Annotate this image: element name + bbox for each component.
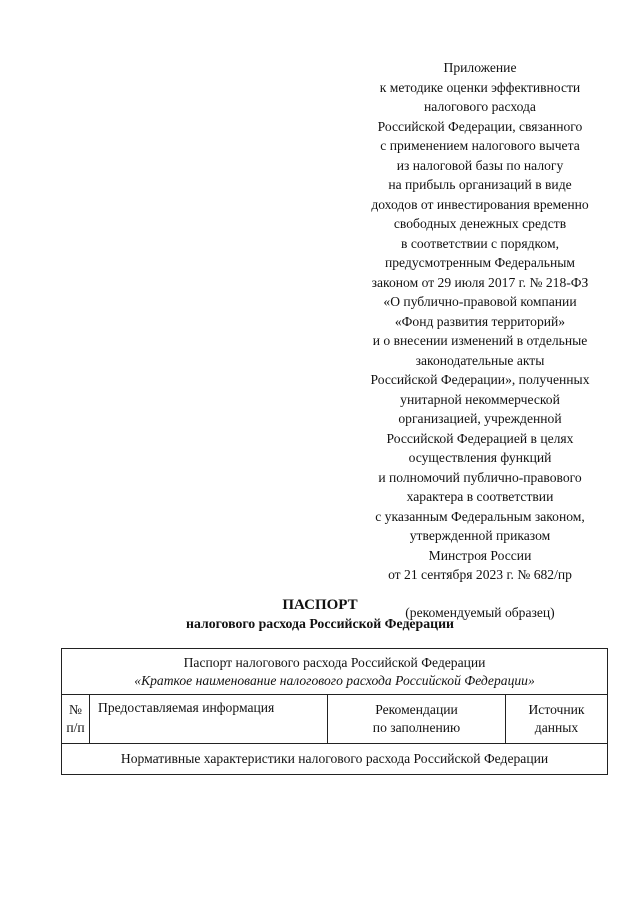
column-recommendations	[328, 695, 506, 744]
appendix-line: от 21 сентября 2023 г. № 682/пр	[388, 567, 572, 582]
passport-header-title: Паспорт налогового расхода Российской Федерации	[183, 654, 486, 670]
column-source	[506, 695, 608, 744]
column-number	[62, 695, 90, 744]
appendix-line: Российской Федерацией в целях	[386, 430, 574, 446]
recommended-sample-note: (рекомендуемый образец)	[405, 604, 555, 620]
table-header-row	[62, 649, 608, 695]
column-source-line1: Источник	[528, 702, 585, 717]
passport-header-short-name: «Краткое наименование налогового расхода Российской Федерации»	[134, 672, 535, 688]
appendix-line: Минстроя России	[428, 547, 532, 563]
appendix-line: налогового расхода	[424, 99, 536, 114]
passport-table	[61, 648, 608, 775]
section-title: Нормативные характеристики налогового расхода Российской Федерации	[120, 751, 549, 766]
column-info	[90, 695, 328, 744]
appendix-line: Приложение	[443, 60, 517, 75]
appendix-line: с применением налогового вычета	[380, 138, 580, 153]
appendix-line: с указанным Федеральным законом,	[375, 508, 585, 524]
appendix-line: «Фонд развития территорий»	[394, 313, 566, 329]
table-columns-row	[62, 695, 608, 744]
appendix-line: утвержденной приказом	[409, 528, 551, 543]
appendix-line: унитарной некоммерческой	[400, 391, 560, 407]
document-subtitle: налогового расхода Российской Федерации	[186, 616, 454, 631]
table-section-row	[62, 744, 608, 775]
appendix-line: на прибыль организаций в виде	[388, 177, 572, 192]
appendix-line: «О публично-правовой компании	[383, 294, 577, 309]
appendix-line: и полномочий публично-правового	[378, 469, 582, 485]
appendix-line: свободных денежных средств	[393, 216, 567, 231]
appendix-line: из налоговой базы по налогу	[396, 157, 564, 173]
appendix-line: к методике оценки эффективности	[379, 79, 581, 95]
appendix-block	[352, 58, 608, 622]
document-title: ПАСПОРТ	[282, 597, 358, 613]
appendix-line: осуществления функций	[408, 450, 552, 465]
section-title-cell	[62, 744, 608, 775]
appendix-line: в соответствии с порядком,	[401, 235, 559, 251]
appendix-line: и о внесении изменений в отдельные	[372, 333, 588, 348]
column-number-line1: №	[69, 702, 82, 717]
appendix-line: характера в соответствии	[406, 489, 554, 504]
appendix-line: законодательные акты	[415, 352, 545, 368]
column-recommendations-line2: по заполнению	[372, 720, 461, 735]
column-number-line2: п/п	[66, 720, 85, 735]
column-source-line2: данных	[534, 720, 579, 735]
column-recommendations-line1: Рекомендации	[375, 702, 458, 717]
appendix-line: доходов от инвестирования временно	[371, 196, 589, 212]
appendix-line: Российской Федерации, связанного	[377, 118, 583, 134]
appendix-line: организацией, учрежденной	[398, 411, 562, 426]
appendix-line: предусмотренным Федеральным	[384, 255, 575, 270]
appendix-line: законом от 29 июля 2017 г. № 218-ФЗ	[371, 274, 589, 290]
table-header-cell	[62, 649, 608, 695]
column-info-label: Предоставляемая информация	[98, 700, 275, 715]
appendix-line: Российской Федерации», полученных	[370, 372, 590, 387]
